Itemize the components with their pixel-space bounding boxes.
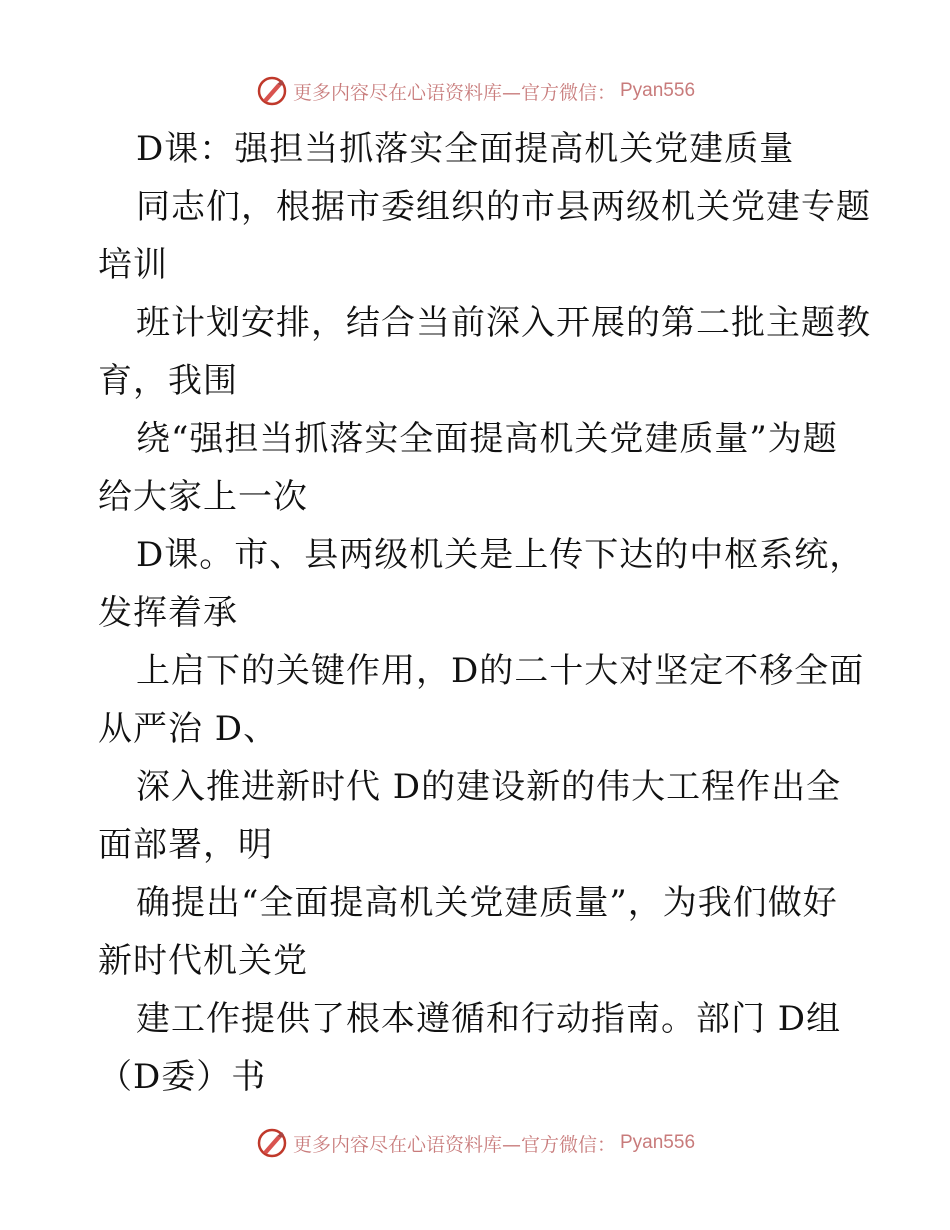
pen-logo-icon — [255, 1126, 289, 1160]
text-line: 建工作提供了根本遵循和行动指南。部门 D组 — [136, 999, 842, 1039]
watermark-text: 更多内容尽在心语资料库—官方微信： — [292, 81, 616, 104]
watermark-text: 更多内容尽在心语资料库—官方微信： — [292, 1133, 616, 1156]
text-line: 面部署，明 — [98, 825, 273, 865]
header-watermark — [0, 74, 950, 108]
text-line: D课：强担当抓落实全面提高机关党建质量 — [136, 129, 795, 169]
text-line: 同志们，根据市委组织的市县两级机关党建专题 — [136, 187, 871, 227]
text-line: （D委）书 — [98, 1057, 267, 1097]
text-line: 培训 — [98, 245, 168, 285]
document-body — [98, 120, 871, 1106]
pen-logo-icon — [255, 74, 289, 108]
text-line: 上启下的关键作用，D的二十大对坚定不移全面 — [136, 651, 865, 691]
text-line: D课。市、县两级机关是上传下达的中枢系统， — [136, 535, 865, 575]
watermark-wechat-id: Pyan556 — [620, 1132, 696, 1153]
text-line: 新时代机关党 — [98, 941, 308, 981]
text-line: 给大家上一次 — [98, 477, 308, 517]
text-line: 班计划安排，结合当前深入开展的第二批主题教 — [136, 303, 871, 343]
text-line: 育，我围 — [98, 361, 238, 401]
watermark-wechat-id: Pyan556 — [620, 80, 696, 101]
text-line: 发挥着承 — [98, 593, 238, 633]
text-line: 从严治 D、 — [98, 709, 279, 749]
footer-watermark — [0, 1126, 950, 1160]
text-line: 确提出“全面提高机关党建质量”，为我们做好 — [136, 883, 838, 923]
text-line: 绕“强担当抓落实全面提高机关党建质量”为题 — [136, 419, 838, 459]
text-line: 深入推进新时代 D的建设新的伟大工程作出全 — [136, 767, 842, 807]
